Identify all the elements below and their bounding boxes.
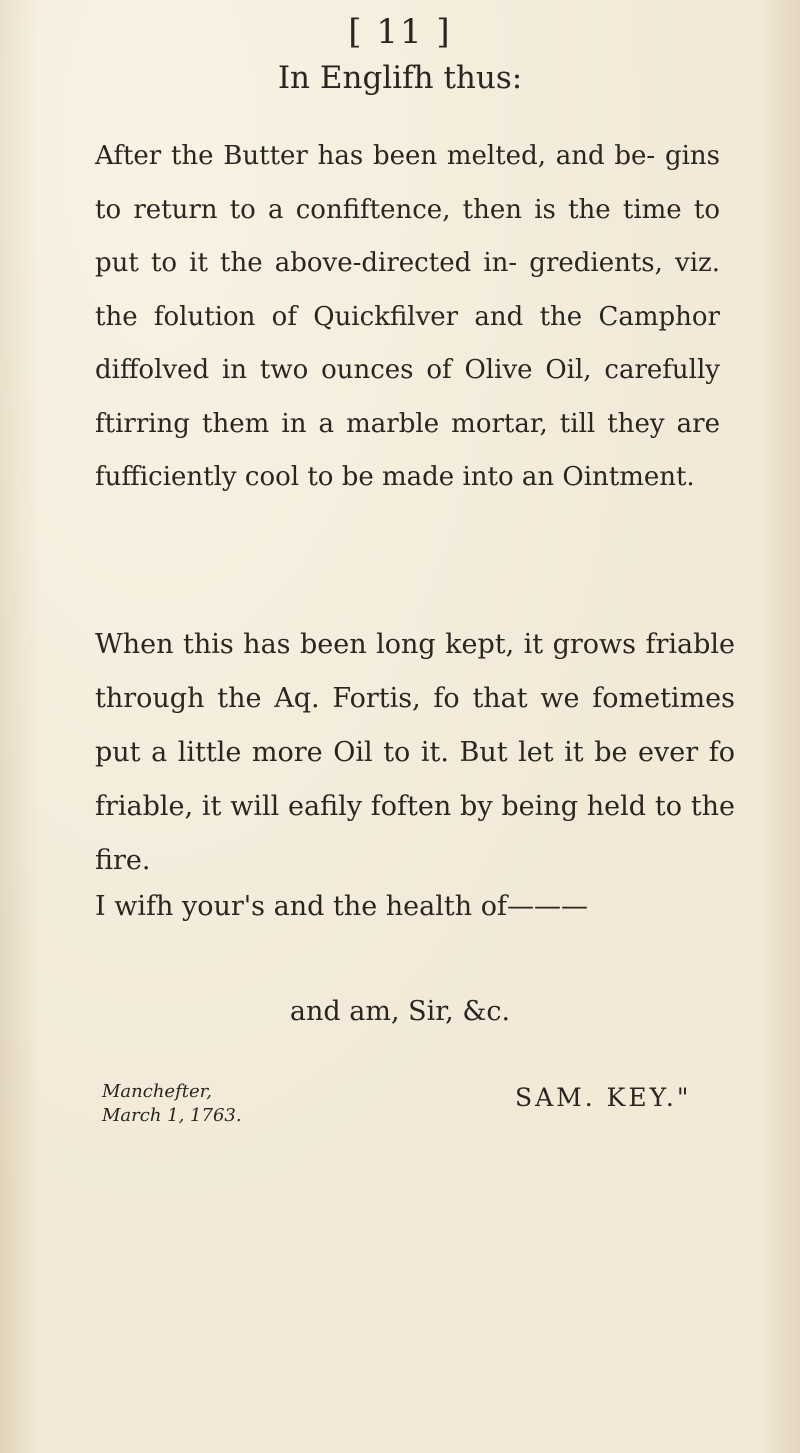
page-number: [ 11 ] (348, 12, 452, 52)
paragraph-storage-note: When this has been long kept, it grows friable through the Aq. Fortis, fo that we fometimes put a little more Oil to it. But let it be ever fo friable, it will eafily foften by being held to the fire. (95, 629, 735, 876)
signature: SAM. KEY." (515, 1083, 692, 1112)
heading: In Englifh thus: (277, 60, 523, 96)
date-line: March 1, 1763. (102, 1105, 242, 1126)
paragraph-wish: I wifh your's and the health of——— (95, 891, 588, 922)
closing-line: and am, Sir, &c. (289, 996, 511, 1027)
place-line: Manchefter, (102, 1081, 212, 1102)
place-and-date (102, 1080, 242, 1128)
paragraph-ointment-preparation: After the Butter has been melted, and be- gins to return to a confiftence, then is the time to put to it the above-directed in- gredients, viz. the folution of Quickfilver and the Camphor diffolved in two ounces of Olive Oil, carefully ftirring them in a marble mortar, till they are fufficiently cool to be made into an Ointment. (95, 141, 720, 492)
